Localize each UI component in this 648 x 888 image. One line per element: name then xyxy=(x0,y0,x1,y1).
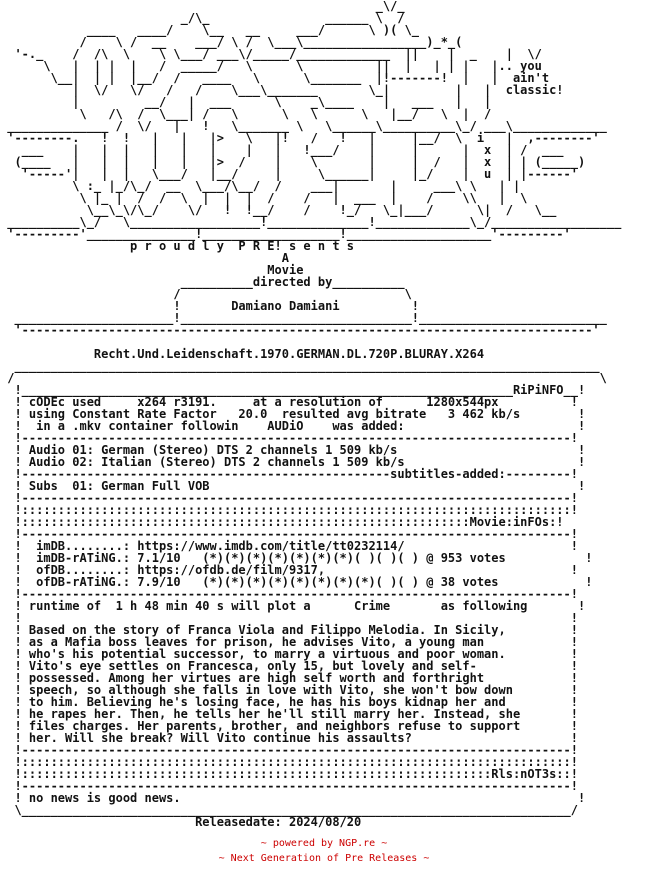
nfo-line: !---------------------------------------------------subtitles-added:---------! xyxy=(0,467,578,481)
nfo-line: !----------------------------------------------------------------------------! xyxy=(0,587,578,601)
nfo-line: ! Damiano Damiani ! xyxy=(0,299,420,313)
nfo-line: !::::::::::::::::::::::::::::::::::::::::::::::::::::::::::::::::::::::::::::! xyxy=(0,503,578,517)
nfo-line: ! speech, so although she falls in love with Vito, she won't bow down ! xyxy=(0,683,578,697)
nfo-line: !::::::::::::::::::::::::::::::::::::::::::::::::::::::::::::::::::::::::::::! xyxy=(0,755,578,769)
nfo-line: ! Subs 01: German Full VOB ! xyxy=(0,479,586,493)
nfo-line: ! runtime of 1 h 48 min 40 s will plot a Crime as following ! xyxy=(0,599,586,613)
nfo-line: \____________________________________________________________________________/ xyxy=(0,803,578,817)
nfo-line: ! in a .mkv container followin AUDiO was added: ! xyxy=(0,419,586,433)
nfo-line: ! ofDB-rATiNG.: 7.9/10 (*)(*)(*)(*)(*)(*)(*)(*)( )( ) @ 38 votes ! xyxy=(0,575,593,589)
nfo-line: \ | | | | / _____/ \ \ || | | | | |.. you xyxy=(0,59,542,73)
nfo-line: Releasedate: 2024/08/20 xyxy=(0,815,362,829)
nfo-line: Movie xyxy=(0,263,304,277)
nfo-line: \ |_ | / / \ | | | / / | ___ | / \\ | \ xyxy=(0,191,528,205)
nfo-line: ! files charges. Her parents, brother, and neighbors refuse to support ! xyxy=(0,719,578,733)
nfo-line: !::::::::::::::::::::::::::::::::::::::::::::::::::::::::::::::Movie:inFOs:! xyxy=(0,515,564,529)
nfo-line: _________________________________________________________________________________ xyxy=(0,359,600,373)
nfo-line: '-------------------------------------------------------------------------------' xyxy=(0,323,600,337)
nfo-line: _/\_ ______ \ / xyxy=(0,11,405,25)
nfo-line: _\/_ xyxy=(0,0,405,13)
nfo-line: '--------. ! ! | | |> \ |! / ! | |__/ \ i | ,--------' xyxy=(0,131,600,145)
nfo-line: / \ xyxy=(0,371,607,385)
nfo-line: !----------------------------------------------------------------------------! xyxy=(0,743,578,757)
nfo-line: ! her. Will she break? Will Vito continue his assaults? ! xyxy=(0,731,578,745)
nfo-line: !----------------------------------------------------------------------------! xyxy=(0,527,578,541)
nfo-line: ! no news is good news. ! xyxy=(0,791,586,805)
nfo-line: ! Vito's eye settles on Francesca, only 15, but lovely and self- ! xyxy=(0,659,578,673)
nfo-line: __________directed by__________ xyxy=(0,275,405,289)
nfo-line: ! as a Mafia boss leaves for prison, he advises Vito, a young man ! xyxy=(0,635,578,649)
nfo-line: / \ xyxy=(0,287,412,301)
footer xyxy=(0,836,648,866)
nfo-line: \__| | | |__/ / ____ \ \_______ |!-------! | | ain't xyxy=(0,71,550,85)
nfo-line: !----------------------------------------------------------------------------! xyxy=(0,491,578,505)
nfo-line: ! cODEc used x264 r3191. at a resolution of 1280x544px ! xyxy=(0,395,578,409)
nfo-line: p r o u d l y P R E! s e n t s xyxy=(0,239,355,253)
nfo-line: / \ / __ ___/ \ / \___\_________________)_*_( xyxy=(0,35,463,49)
nfo-line: \__\_\/\_/ \/ ! !__/ / !_/ \_|___/ \| / \__ xyxy=(0,203,557,217)
nfo-line: ! possessed. Among her virtues are high self worth and forthright ! xyxy=(0,671,578,685)
nfo-line: '-----'| | | \___/ |__/ | \______| |_/ | u | |------' xyxy=(0,167,578,181)
nfo-line: !:::::::::::::::::::::::::::::::::::::::::::::::::::::::::::::::::Rls:nOT3s::! xyxy=(0,767,578,781)
nfo-line: ! Based on the story of Franca Viola and Filippo Melodia. In Sicily, ! xyxy=(0,623,578,637)
nfo-line: '-._ / /\ \ \ \___/ ___\/_____/_____________ || | _ | \/ xyxy=(0,47,542,61)
nfo-line: __________\_/ \__________________!______________!_____________\_/__________________ xyxy=(0,215,622,229)
nfo-line: | __/ | ___ \ _\____ | ___ | | xyxy=(0,95,492,109)
nfo-line: ______________________!________________________________!__________________________ xyxy=(0,311,607,325)
nfo-line: A xyxy=(0,251,289,265)
nfo-line: ______________ / \/ | ! \_______ \ \______\__________\_/ ___\_____________ xyxy=(0,119,607,133)
nfo-line: !----------------------------------------------------------------------------! xyxy=(0,779,578,793)
nfo-line: ___ | | | | | | | | !___/ | | | x | / ___ xyxy=(0,143,564,157)
nfo-line: (____ | | | | | |> / | \ | | / | x | | (_____) xyxy=(0,155,586,169)
footer-tagline: ~ Next Generation of Pre Releases ~ xyxy=(218,853,430,864)
nfo-line: !____________________________________________________________________RiPiNFO__! xyxy=(0,383,586,397)
nfo-line: ! he rapes her. Then, he tells her he'll still marry her. Instead, she ! xyxy=(0,707,578,721)
nfo-line: ! ! xyxy=(0,611,578,625)
footer-powered-by: ~ powered by NGP.re ~ xyxy=(260,838,388,849)
nfo-line: !----------------------------------------------------------------------------! xyxy=(0,431,578,445)
nfo-line: ____ ____/ \__ __ ___/ \ )( \_ xyxy=(0,23,420,37)
nfo-line: ! Audio 02: Italian (Stereo) DTS 2 channels 1 509 kb/s ! xyxy=(0,455,586,469)
nfo-line: ! imDB........: https://www.imdb.com/title/tt0232114/ ! xyxy=(0,539,578,553)
nfo-line: '---------'_______________!___________________!____________________'---------' xyxy=(0,227,571,241)
nfo-line: ! Audio 01: German (Stereo) DTS 2 channels 1 509 kb/s ! xyxy=(0,443,586,457)
nfo-line: ! ofDB........: https://ofdb.de/film/9317, ! xyxy=(0,563,578,577)
nfo-line: ! who's his potential successor, to marry a virtuous and poor woman. ! xyxy=(0,647,578,661)
nfo-line: ! using Constant Rate Factor 20.0 resulted avg bitrate 3 462 kb/s ! xyxy=(0,407,586,421)
nfo-line: ! to him. Believing he's losing face, he has his boys kidnap her and ! xyxy=(0,695,578,709)
nfo-line: \ :_ |_/\_/ __ \___/\__/ / ___| | ___\ \ | | xyxy=(0,179,521,193)
nfo-line: \ /\ / \___| / \ \ \ \ |__/ \ | / xyxy=(0,107,492,121)
nfo-line: Recht.Und.Leidenschaft.1970.GERMAN.DL.720P.BLURAY.X264 xyxy=(0,347,485,361)
nfo-line: | \/ \/ / / \___\_______ \_| | | classic! xyxy=(0,83,564,97)
nfo-line: ! imDB-rATiNG.: 7.1/10 (*)(*)(*)(*)(*)(*)(*)( )( )( ) @ 953 votes ! xyxy=(0,551,593,565)
